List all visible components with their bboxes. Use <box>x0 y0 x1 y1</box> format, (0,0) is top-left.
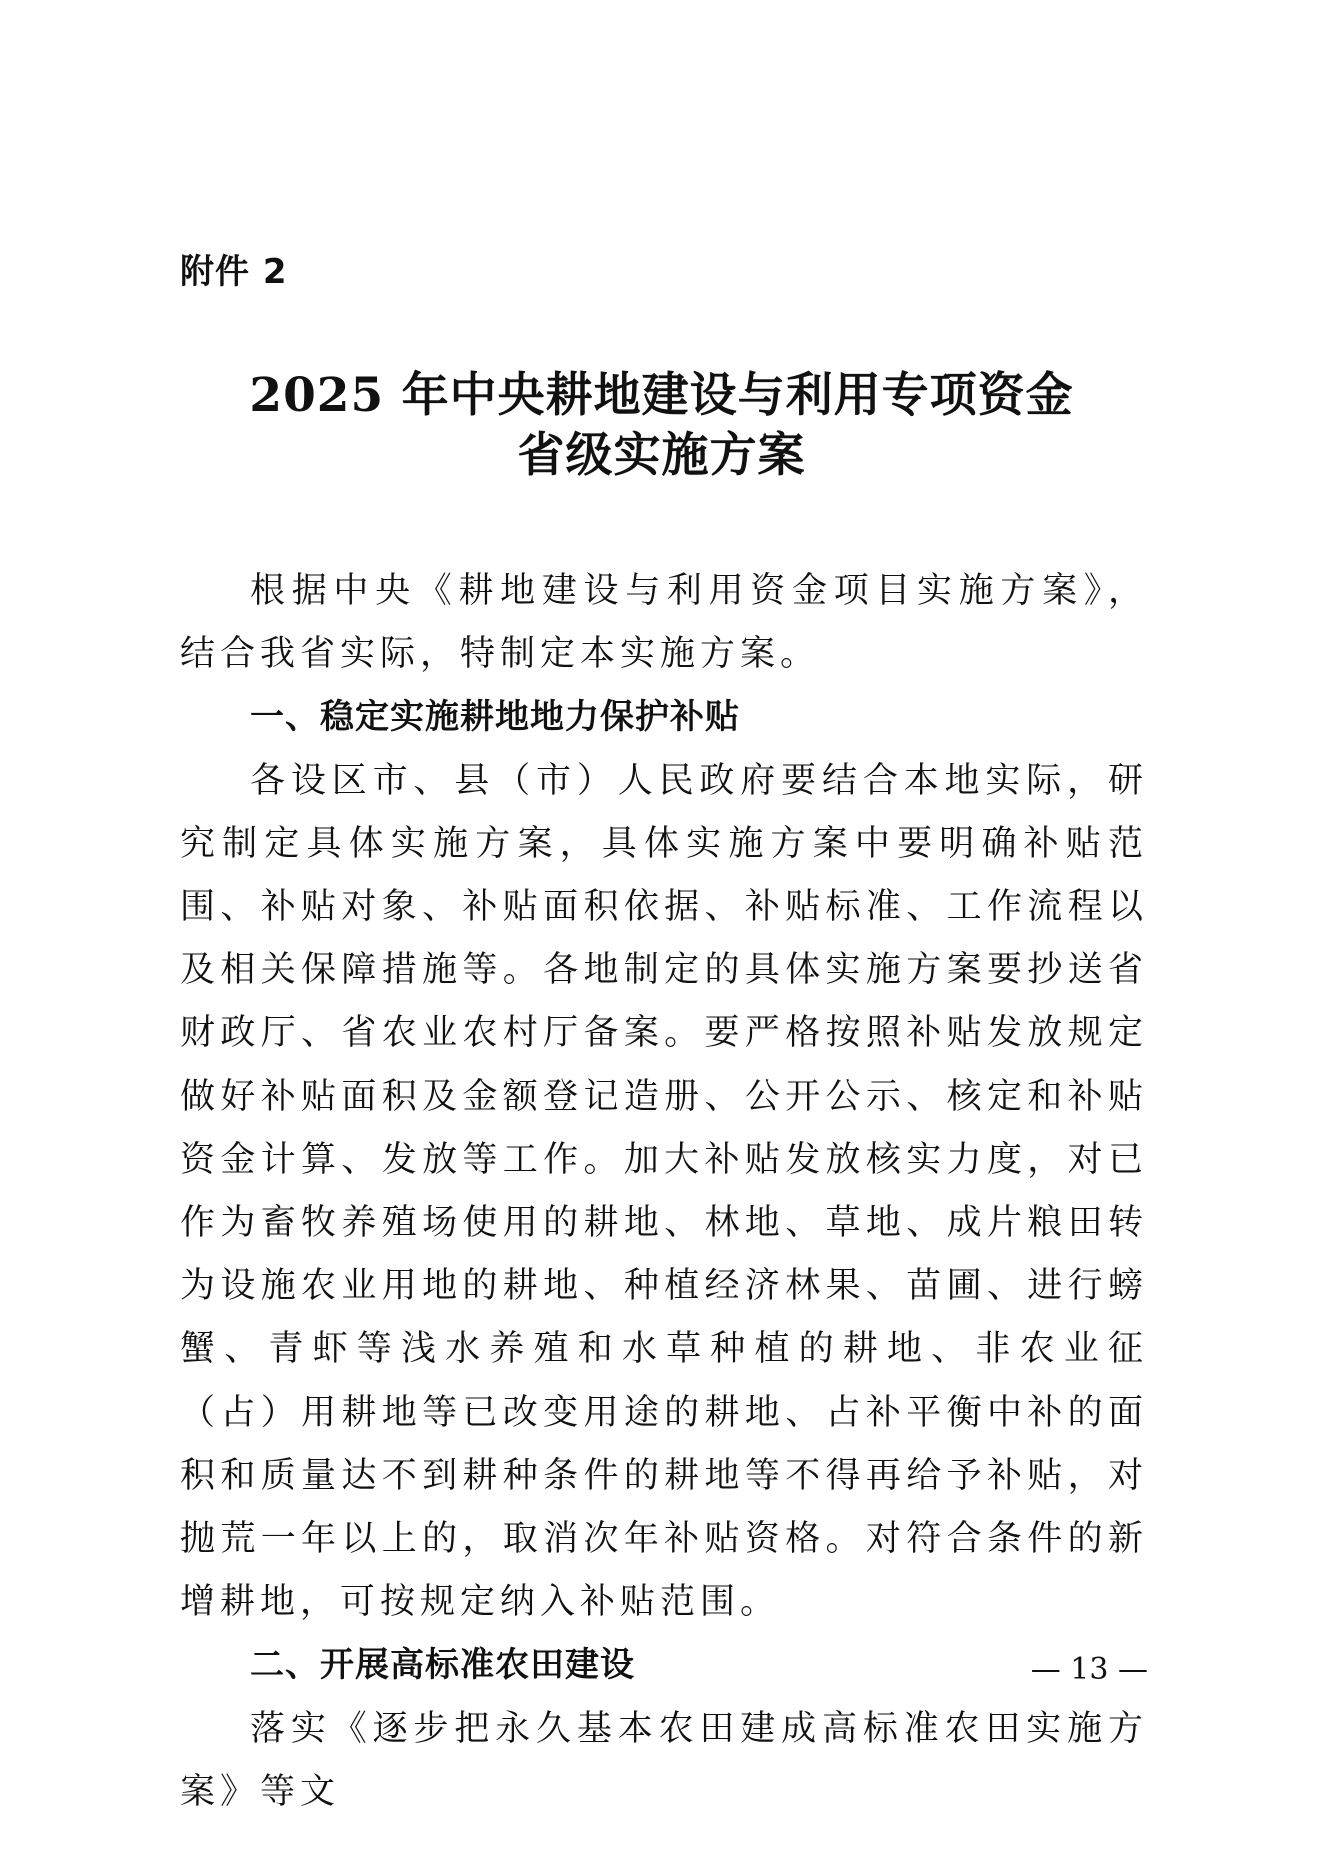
document-body <box>180 560 1148 1824</box>
section-1-heading: 一、稳定实施耕地地力保护补贴 <box>250 697 740 738</box>
title-line-2: 省级实施方案 <box>517 428 806 483</box>
intro-paragraph: 根据中央《耕地建设与利用资金项目实施方案》，结合我省实际，特制定本实施方案。 <box>180 571 1148 675</box>
page-number: — 13 — <box>1030 1652 1148 1687</box>
title-line-1: 2025 年中央耕地建设与利用专项资金 <box>249 368 1074 423</box>
document-title <box>0 366 1323 486</box>
section-1-paragraph: 各设区市、县（市）人民政府要结合本地实际，研究制定具体实施方案，具体实施方案中要明确补贴范围、补贴对象、补贴面积依据、补贴标准、工作流程以及相关保障措施等。各地制定的具体实施方案要抄送省财政厅、省农业农村厅备案。要严格按照补贴发放规定做好补贴面积及金额登记造册、公开公示、核定和补贴资金计算、发放等工作。加大补贴发放核实力度，对已作为畜牧养殖场使用的耕地、林地、草地、成片粮田转为设施农业用地的耕地、种植经济林果、苗圃、进行螃蟹、青虾等浅水养殖和水草种植的耕地、非农业征（占）用耕地等已改变用途的耕地、占补平衡中补的面积和质量达不到耕种条件的耕地等不得再给予补贴，对抛荒一年以上的，取消次年补贴资格。对符合条件的新增耕地，可按规定纳入补贴范围。 <box>180 760 1148 1623</box>
attachment-label: 附件 2 <box>180 252 288 292</box>
section-2-paragraph: 落实《逐步把永久基本农田建成高标准农田实施方案》等文 <box>180 1708 1148 1812</box>
section-2-heading: 二、开展高标准农田建设 <box>250 1645 635 1686</box>
